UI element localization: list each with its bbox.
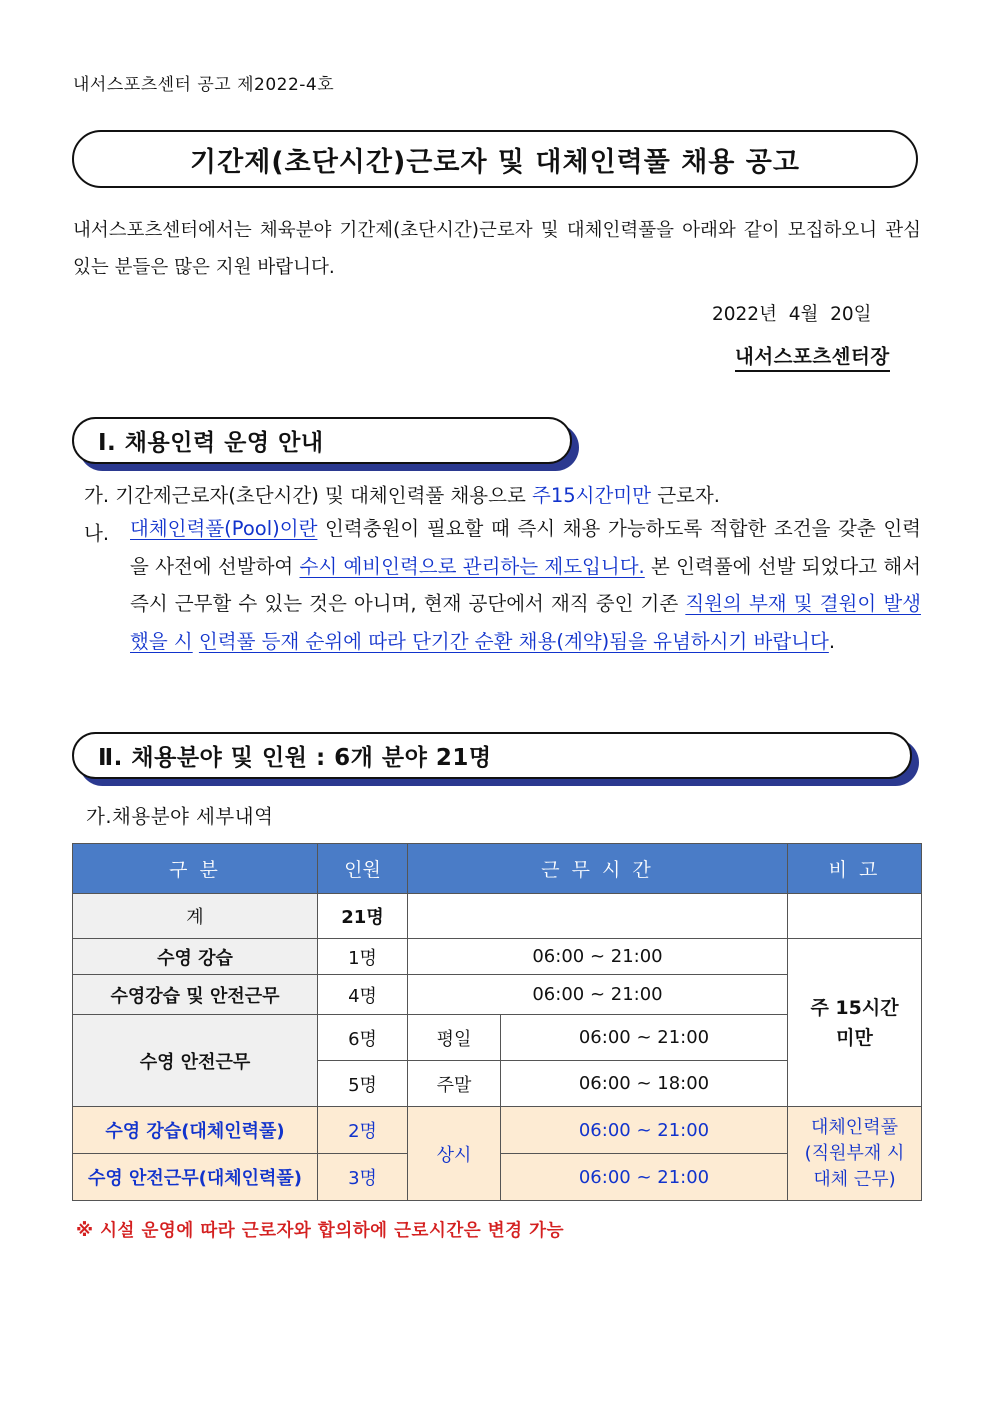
time-cell-weekday: 06:00 ~ 21:00	[501, 1015, 788, 1061]
count-cell-sub: 3명	[318, 1154, 408, 1201]
weekday-cell: 평일	[408, 1015, 501, 1061]
note-sub	[788, 1107, 922, 1201]
section-2-header	[72, 732, 912, 779]
table-row	[73, 939, 922, 975]
item-na-marker: 나.	[84, 522, 110, 545]
count-cell: 1명	[318, 939, 408, 975]
notice-date: 2022년 4월 20일	[712, 304, 872, 325]
item-ga-marker: 가.	[84, 484, 110, 507]
section-2-box	[72, 732, 912, 779]
signer: 내서스포츠센터장	[735, 341, 890, 372]
time-cell-sub: 06:00 ~ 21:00	[501, 1107, 788, 1154]
field-cell: 수영 강습	[73, 939, 318, 975]
item-na-period: .	[828, 629, 836, 653]
item-na-term: 대체인력풀(Pool)이란	[130, 517, 318, 540]
section-2-heading: Ⅱ. 채용분야 및 인원 : 6개 분야 21명	[98, 745, 492, 771]
total-note-empty	[788, 894, 922, 939]
section-1-header	[72, 417, 572, 464]
total-count: 21명	[318, 894, 408, 939]
count-cell-sub: 2명	[318, 1107, 408, 1154]
count-cell-weekday: 6명	[318, 1015, 408, 1061]
table-row-total	[73, 894, 922, 939]
type-cell: 상시	[408, 1107, 501, 1201]
item-na-emphasis-1: 수시 예비인력으로 관리하는 제도입니다.	[299, 554, 645, 578]
time-cell: 06:00 ~ 21:00	[408, 975, 788, 1015]
time-cell-weekend: 06:00 ~ 18:00	[501, 1061, 788, 1107]
field-cell-sub: 수영 강습(대체인력풀)	[73, 1107, 318, 1154]
header-count: 인원	[318, 844, 408, 894]
intro-paragraph: 내서스포츠센터에서는 체육분야 기간제(초단시간)근로자 및 대체인력풀을 아래와 같이 모집하오니 관심 있는 분들은 많은 지원 바랍니다.	[73, 220, 921, 278]
field-cell-sub: 수영 안전근무(대체인력풀)	[73, 1154, 318, 1201]
item-na-emphasis-2: 직원의 부재 및 결원이 발생했을 시	[130, 592, 921, 653]
footnote: ※ 시설 운영에 따라 근로자와 합의하에 근로시간은 변경 가능	[76, 1221, 564, 1241]
note-sub-line-1: 대체인력풀	[811, 1116, 898, 1138]
note-main-line-2: 미만	[836, 1026, 873, 1049]
item-na-emphasis-3: 인력풀 등재 순위에 따라 단기간 순환 채용(계약)됨을 유념하시기 바랍니다	[198, 629, 829, 653]
item-na-text-1: 인력충원이 필요할 때 즉시 채용 가능하도록 적합한 조건을 갖춘 인력을 사전에 선발하여	[130, 517, 921, 578]
item-na-text-2: 본 인력풀에 선발 되었다고 해서 즉시 근무할 수 있는 것은 아니며, 현재 공단에서 재직 중인 기존	[130, 554, 922, 615]
count-cell-weekend: 5명	[318, 1061, 408, 1107]
count-cell: 4명	[318, 975, 408, 1015]
header-hours: 근 무 시 간	[408, 844, 788, 894]
total-hours-empty	[408, 894, 788, 939]
weekend-cell: 주말	[408, 1061, 501, 1107]
section-1-heading: Ⅰ. 채용인력 운영 안내	[98, 430, 324, 456]
item-ga-tail: 근로자.	[657, 484, 720, 507]
item-na-body	[130, 510, 921, 660]
note-main	[788, 939, 922, 1107]
note-main-line-1: 주 15시간	[810, 996, 899, 1019]
recruitment-table	[72, 843, 922, 1201]
time-cell: 06:00 ~ 21:00	[408, 939, 788, 975]
sub-title: 가.채용분야 세부내역	[86, 805, 274, 828]
title-box	[72, 130, 918, 188]
note-sub-line-3: 대체 근무)	[813, 1168, 896, 1190]
item-ga-text: 기간제근로자(초단시간) 및 대체인력풀 채용으로	[115, 484, 526, 507]
page-title: 기간제(초단시간)근로자 및 대체인력풀 채용 공고	[190, 146, 800, 178]
field-cell: 수영 안전근무	[73, 1015, 318, 1107]
header-category: 구 분	[73, 844, 318, 894]
table-row	[73, 1107, 922, 1154]
header-note: 비 고	[788, 844, 922, 894]
total-label: 계	[73, 894, 318, 939]
notice-number: 내서스포츠센터 공고 제2022-4호	[73, 75, 335, 95]
table-header-row	[73, 844, 922, 894]
note-sub-line-2: (직원부재 시	[804, 1142, 905, 1164]
section-1-box	[72, 417, 572, 464]
time-cell-sub: 06:00 ~ 21:00	[501, 1154, 788, 1201]
field-cell: 수영강습 및 안전근무	[73, 975, 318, 1015]
item-ga	[84, 480, 720, 508]
item-ga-highlight: 주15시간미만	[532, 484, 652, 507]
